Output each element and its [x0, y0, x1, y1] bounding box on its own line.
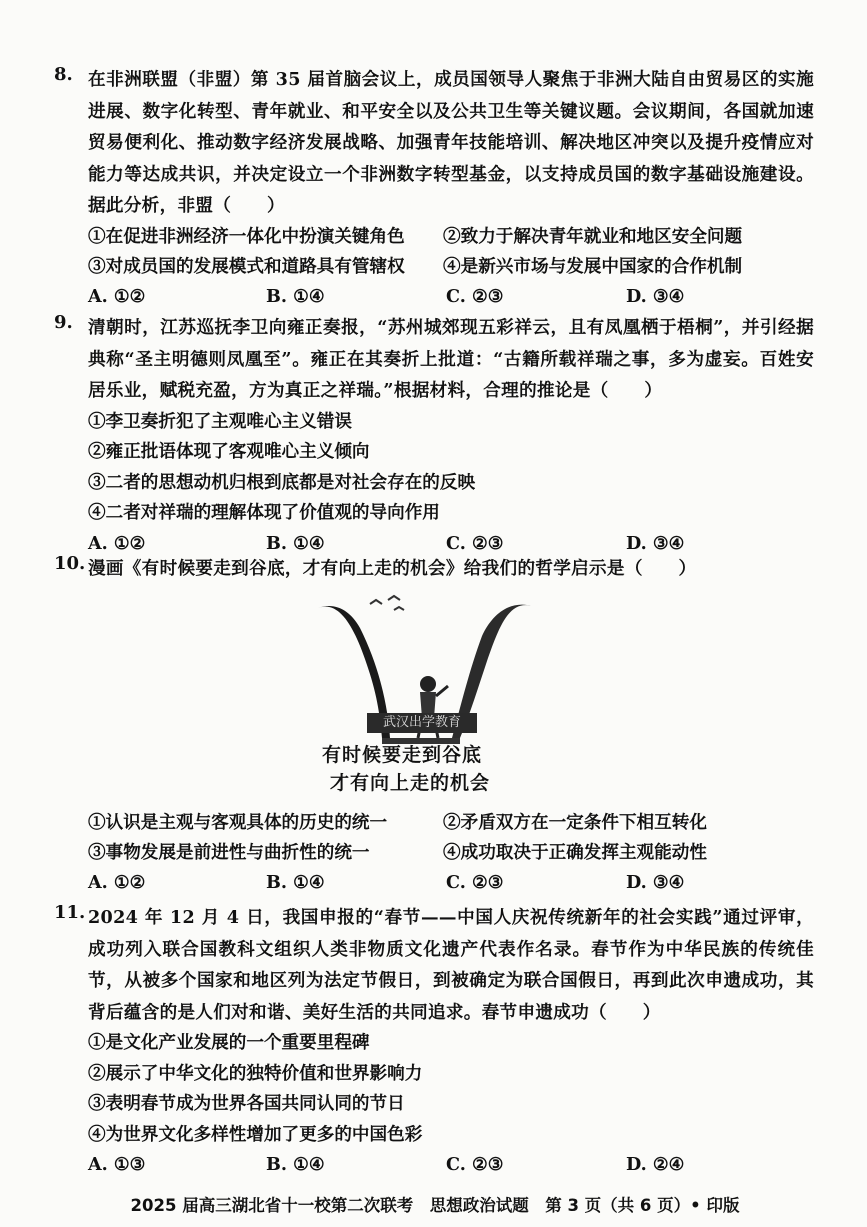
- answer-a: A. ①②: [88, 285, 146, 307]
- answer-c: C. ②③: [446, 1154, 504, 1175]
- cartoon-caption-line1: 有时候要走到谷底: [322, 744, 483, 766]
- answer-c: C. ②③: [446, 285, 504, 307]
- option-list: [88, 407, 814, 529]
- question-8: [54, 64, 814, 312]
- option-1: ①是文化产业发展的一个重要里程碑: [88, 1032, 370, 1053]
- answer-a: A. ①③: [88, 1154, 146, 1175]
- answer-a: A. ①②: [88, 872, 146, 893]
- option-2: ②致力于解决青年就业和地区安全问题: [443, 225, 743, 247]
- page-footer: 2025 届高三湖北省十一校第二次联考 思想政治试题 第 3 页（共 6 页）• 印版: [130, 1196, 740, 1215]
- cartoon-watermark: 武汉出学教育: [367, 713, 477, 733]
- question-9: [54, 312, 814, 559]
- option-1: ①认识是主观与客观具体的历史的统一: [88, 812, 388, 833]
- option-4: ④为世界文化多样性增加了更多的中国色彩: [88, 1123, 423, 1145]
- answer-choices: [88, 282, 814, 312]
- answer-d: D. ③④: [626, 872, 685, 893]
- answer-c: C. ②③: [446, 872, 504, 893]
- option-1: ①李卫奏折犯了主观唯心主义错误: [88, 410, 352, 432]
- answer-a: A. ①②: [88, 532, 146, 554]
- answer-b: B. ①④: [266, 1154, 325, 1175]
- option-list: [88, 1028, 814, 1150]
- answer-b: B. ①④: [266, 532, 325, 554]
- question-stem: 2024 年 12 月 4 日，我国申报的“春节——中国人庆祝传统新年的社会实践”通过评审，成功列入联合国教科文组织人类非物质文化遗产代表作名录。春节作为中华民族的传统佳节，从被多个国家和地区列为法定节假日，到被确定为联合国假日，再到此次申遗成功，其背后蕴含的是人们对和谐、美好生活的共同追求。春节申遗成功（ ）: [88, 907, 814, 1023]
- option-2: ②雍正批语体现了客观唯心主义倾向: [88, 441, 370, 462]
- option-4: ④是新兴市场与发展中国家的合作机制: [443, 255, 743, 277]
- option-3: ③表明春节成为世界各国共同认同的节日: [88, 1093, 405, 1114]
- cartoon-caption-line2: 才有向上走的机会: [330, 772, 491, 794]
- answer-c: C. ②③: [446, 532, 504, 554]
- option-1: ①在促进非洲经济一体化中扮演关键角色: [88, 225, 405, 247]
- option-3: ③事物发展是前进性与曲折性的统一: [88, 842, 370, 863]
- question-stem: 在非洲联盟（非盟）第 35 届首脑会议上，成员国领导人聚焦于非洲大陆自由贸易区的实施进展、数字化转型、青年就业、和平安全以及公共卫生等关键议题。会议期间，各国就加速贸易便利化、推动数字经济发展战略、加强青年技能培训、解决地区冲突以及提升疫情应对能力等达成共识，并决定设立一个非洲数字转型基金，以支持成员国的数字基础设施建设。据此分析，非盟（ ）: [88, 69, 814, 216]
- option-2: ②矛盾双方在一定条件下相互转化: [443, 812, 707, 833]
- question-11: [54, 902, 814, 1180]
- option-4: ④成功取决于正确发挥主观能动性: [443, 842, 707, 863]
- option-3: ③二者的思想动机归根到底都是对社会存在的反映: [88, 471, 476, 493]
- question-number: 10.: [54, 553, 86, 574]
- option-2: ②展示了中华文化的独特价值和世界影响力: [88, 1062, 423, 1084]
- answer-choices: [88, 1150, 814, 1180]
- option-list: [88, 808, 814, 868]
- answer-d: D. ②④: [626, 1154, 685, 1175]
- question-10: [54, 553, 814, 585]
- option-list: [88, 222, 814, 282]
- answer-b: B. ①④: [266, 872, 325, 893]
- answer-d: D. ③④: [626, 532, 685, 554]
- option-4: ④二者对祥瑞的理解体现了价值观的导向作用: [88, 502, 440, 523]
- answer-d: D. ③④: [626, 285, 685, 307]
- question-number: 8.: [54, 64, 73, 85]
- question-stem: 清朝时，江苏巡抚李卫向雍正奏报，“苏州城郊现五彩祥云，且有凤凰栖于梧桐”，并引经据典称“圣主明德则凤凰至”。雍正在其奏折上批道：“古籍所载祥瑞之事，多为虚妄。百姓安居乐业，赋税充盈，方为真正之祥瑞。”根据材料，合理的推论是（ ）: [88, 317, 814, 401]
- answer-choices: [88, 868, 814, 898]
- question-10-options: [54, 808, 814, 898]
- question-stem: 漫画《有时候要走到谷底，才有向上走的机会》给我们的哲学启示是（ ）: [88, 558, 697, 579]
- option-3: ③对成员国的发展模式和道路具有管辖权: [88, 255, 405, 277]
- answer-b: B. ①④: [266, 285, 325, 307]
- question-number: 11.: [54, 902, 86, 923]
- question-number: 9.: [54, 312, 73, 333]
